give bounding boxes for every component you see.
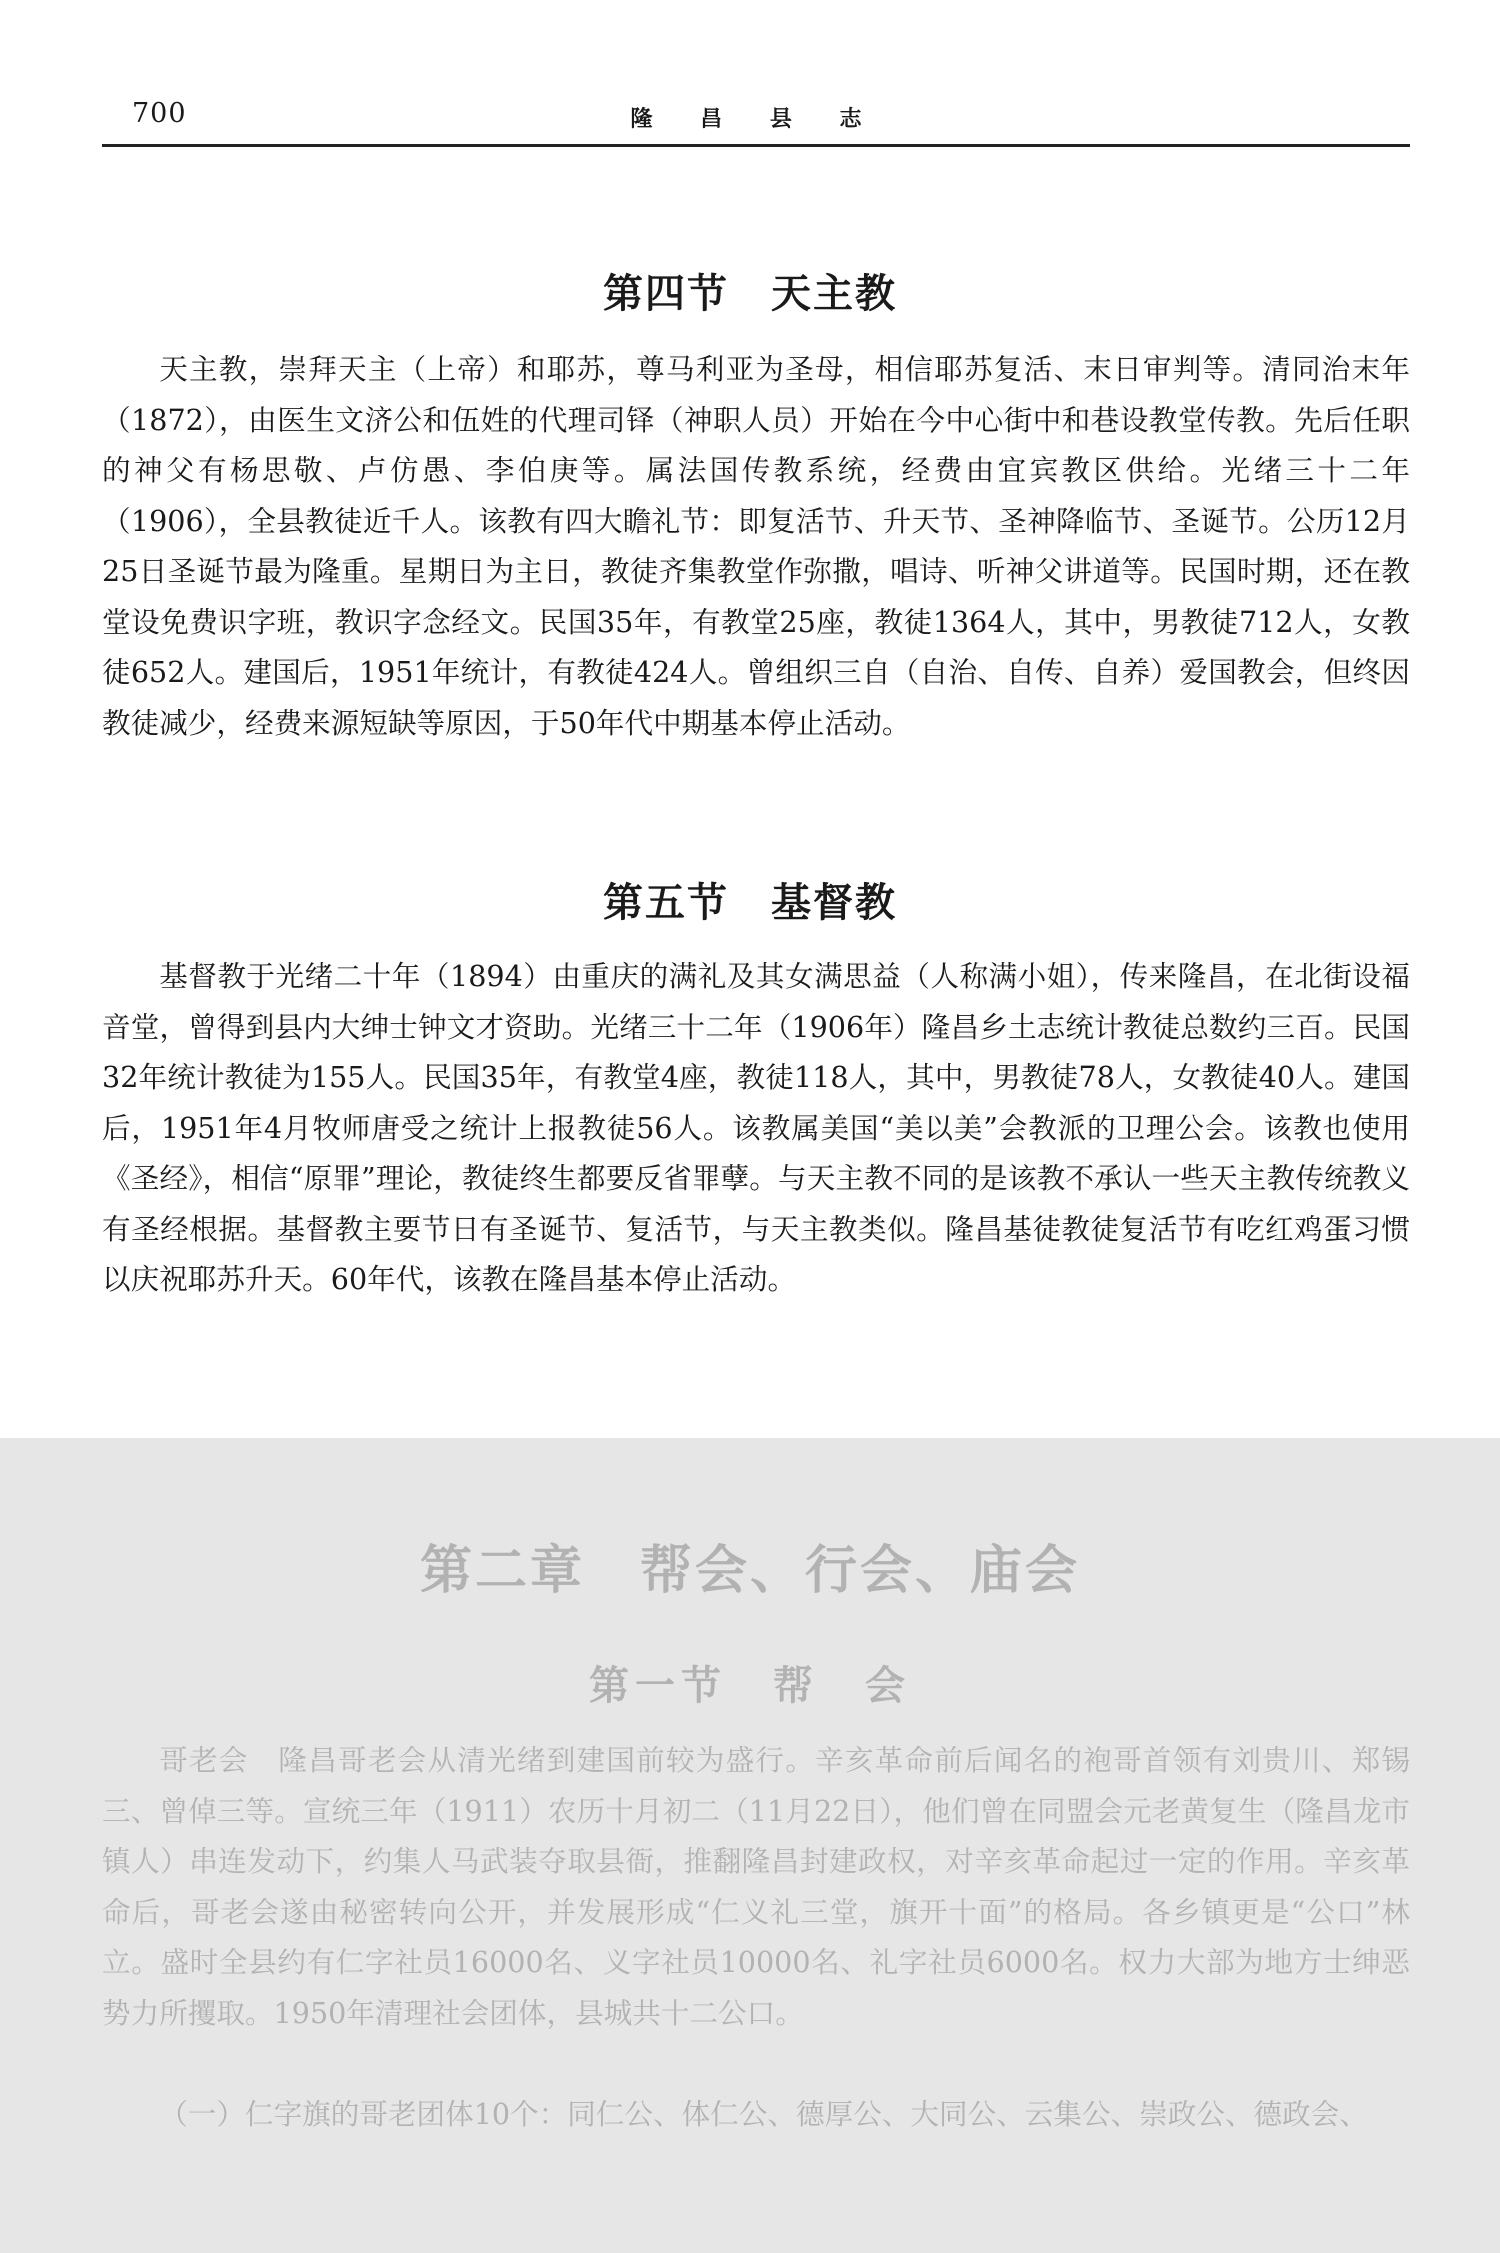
running-title: 隆 昌 县 志 xyxy=(630,107,882,132)
page-number: 700 xyxy=(132,98,187,129)
paragraph-renzi-groups: （一）仁字旗的哥老团体10个：同仁公、体仁公、德厚公、大同公、云集公、崇政公、德政会、 xyxy=(159,2097,1368,2131)
section-title-gangs: 第一节 帮 会 xyxy=(589,1663,911,1710)
section-body-christianity: 基督教于光绪二十年（1894）由重庆的满礼及其女满思益（人称满小姐），传来隆昌，在北街设福音堂，曾得到县内大绅士钟文才资助。光绪三十二年（1906年）隆昌乡土志统计教徒总数约三百。民国32年统计教徒为155人。民国35年，有教堂4座，教徒118人，其中，男教徒78人，女教徒40人。建国后，1951年4月牧师唐受之统计上报教徒56人。该教属美国“美以美”会教派的卫理公会。该教也使用《圣经》，相信“原罪”理论，教徒终生都要反省罪孽。与天主教不同的是该教不承认一些天主教传统教义有圣经根据。基督教主要节日有圣诞节、复活节，与天主教类似。隆昌基徒教徒复活节有吃红鸡蛋习惯以庆祝耶苏升天。60年代，该教在隆昌基本停止活动。 xyxy=(102,959,1410,1296)
section-body-catholicism: 天主教，崇拜天主（上帝）和耶苏，尊马利亚为圣母，相信耶苏复活、末日审判等。清同治末年（1872），由医生文济公和伍姓的代理司铎（神职人员）开始在今中心街中和巷设教堂传教。先后任职的神父有杨思敬、卢仿愚、李伯庚等。属法国传教系统，经费由宜宾教区供给。光绪三十二年（1906），全县教徒近千人。该教有四大瞻礼节：即复活节、升天节、圣神降临节、圣诞节。公历12月25日圣诞节最为隆重。星期日为主日，教徒齐集教堂作弥撒，唱诗、听神父讲道等。民国时期，还在教堂设免费识字班，教识字念经文。民国35年，有教堂25座，教徒1364人，其中，男教徒712人，女教徒652人。建国后，1951年统计，有教徒424人。曾组织三自（自治、自传、自养）爱国教会，但终因教徒减少，经费来源短缺等原因，于50年代中期基本停止活动。 xyxy=(102,352,1410,740)
paragraph-gelaohui: 哥老会 隆昌哥老会从清光绪到建国前较为盛行。辛亥革命前后闻名的袍哥首领有刘贵川、郑锡三、曾倬三等。宣统三年（1911）农历十月初二（11月22日），他们曾在同盟会元老黄复生（隆昌龙市镇人）串连发动下，约集人马武装夺取县衙，推翻隆昌封建政权，对辛亥革命起过一定的作用。辛亥革命后，哥老会遂由秘密转向公开，并发展形成“仁义礼三堂，旗开十面”的格局。各乡镇更是“公口”林立。盛时全县约有仁字社员16000名、义字社员10000名、礼字社员6000名。权力大部为地方士绅恶势力所攫取。1950年清理社会团体，县城共十二公口。 xyxy=(102,1743,1410,2030)
next-page-preview xyxy=(0,1438,1500,2253)
section-title-catholicism: 第四节 天主教 xyxy=(603,270,897,318)
section-title-christianity: 第五节 基督教 xyxy=(603,879,897,927)
chapter-title: 第二章 帮会、行会、庙会 xyxy=(419,1540,1080,1601)
page-header xyxy=(102,92,1410,147)
